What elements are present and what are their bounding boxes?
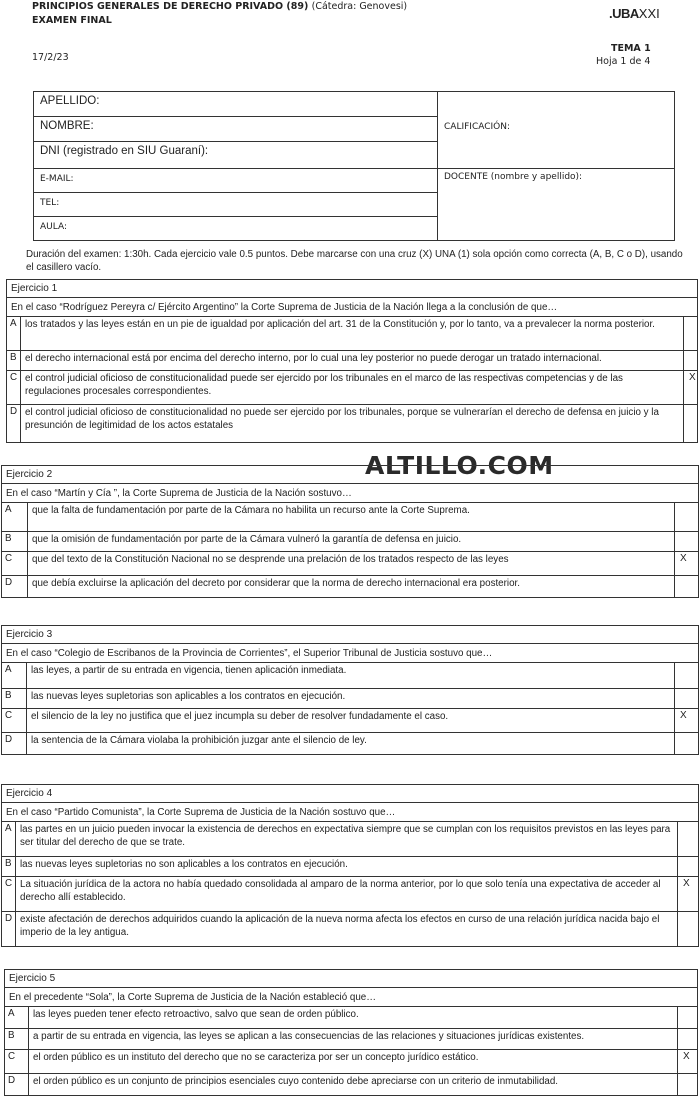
- calificacion-label: CALIFICACIÓN:: [444, 122, 511, 132]
- exercise-question: En el caso “Partido Comunista”, la Corte Suprema de Justicia de la Nación sostuvo que…: [2, 803, 698, 822]
- exercise-question: En el caso “Colegio de Escribanos de la Provincia de Corrientes”, el Superior Tribunal de Justicia sostuvo que…: [2, 644, 698, 663]
- option-text: el silencio de la ley no justifica que el juez incumpla su deber de resolver fundadamente el caso.: [31, 711, 449, 722]
- exercise-question: En el caso “Rodríguez Pereyra c/ Ejército Argentino” la Corte Suprema de Justicia de la Nación llega a la conclusión de que…: [7, 298, 697, 317]
- answer-checkbox[interactable]: [674, 733, 698, 754]
- answer-checkbox[interactable]: X: [674, 552, 698, 575]
- answer-checkbox[interactable]: [677, 912, 698, 946]
- option-text: las partes en un juicio pueden invocar la existencia de derechos en expectativa siempre que se cumplan con los requisitos previstos en las leyes para ser titular del derecho de que se trate.: [20, 824, 671, 848]
- exercise-title: Ejercicio 2: [2, 466, 698, 484]
- catedra: (Cátedra: Genovesi): [311, 1, 408, 12]
- exam-date: 17/2/23: [32, 52, 69, 63]
- docente-field[interactable]: [437, 168, 675, 241]
- calificacion-field[interactable]: [437, 91, 675, 169]
- answer-checkbox[interactable]: [674, 576, 698, 597]
- option-text: los tratados y las leyes están en un pie de igualdad por aplicación del art. 31 de la Constitución y, por lo tanto, va a prevalecer la norma posterior.: [25, 319, 655, 330]
- option-letter: A: [2, 822, 16, 856]
- option-text: el orden público es un instituto del derecho que no se caracteriza por ser un concepto jurídico estático.: [33, 1052, 479, 1063]
- page-count: Hoja 1 de 4: [596, 56, 651, 67]
- answer-checkbox[interactable]: [674, 689, 698, 708]
- exercise-question: En el caso “Martín y Cía ”, la Corte Suprema de Justicia de la Nación sostuvo…: [2, 484, 698, 503]
- exercise-title: Ejercicio 4: [2, 785, 698, 803]
- option-text: existe afectación de derechos adquiridos cuando la aplicación de la nueva norma afecta los efectos en curso de una relación jurídica nacida bajo el imperio de la ley antigua.: [20, 914, 660, 938]
- exercise-1: [6, 279, 698, 443]
- option-row: [2, 822, 698, 857]
- apellido-label: APELLIDO:: [40, 95, 100, 107]
- option-letter: A: [2, 663, 27, 688]
- option-row: [2, 532, 698, 552]
- answer-checkbox[interactable]: [674, 532, 698, 551]
- option-row: [2, 877, 698, 912]
- option-letter: D: [2, 576, 28, 597]
- answer-checkbox[interactable]: [674, 663, 698, 688]
- option-row: [7, 351, 697, 371]
- option-text: que debía excluirse la aplicación del decreto por considerar que la norma de derecho internacional era posterior.: [32, 578, 520, 589]
- option-row: [5, 1050, 697, 1074]
- option-letter: C: [7, 371, 21, 404]
- option-letter: C: [2, 552, 28, 575]
- option-letter: D: [2, 912, 16, 946]
- option-letter: A: [7, 317, 21, 350]
- answer-checkbox[interactable]: X: [677, 1050, 697, 1073]
- instructions: Duración del examen: 1:30h. Cada ejercicio vale 0.5 puntos. Debe marcarse con una cruz (X) UNA (1) sola opción como correcta (A, B, C o D), usando el casillero vacío.: [26, 249, 683, 273]
- option-letter: C: [2, 709, 27, 732]
- option-letter: B: [2, 532, 28, 551]
- option-row: [7, 371, 697, 405]
- exercise-question: En el precedente “Sola”, la Corte Suprema de Justicia de la Nación estableció que…: [5, 988, 697, 1007]
- option-text: la sentencia de la Cámara violaba la prohibición juzgar ante el silencio de ley.: [31, 735, 367, 746]
- answer-checkbox[interactable]: [683, 317, 697, 350]
- exercise-title: Ejercicio 3: [2, 626, 698, 644]
- answer-checkbox[interactable]: [683, 405, 697, 442]
- option-row: [2, 733, 698, 754]
- logo-bold: .UBA: [609, 6, 639, 21]
- answer-checkbox[interactable]: X: [677, 877, 698, 911]
- email-label: E-MAIL:: [40, 174, 74, 184]
- option-letter: B: [5, 1029, 29, 1049]
- answer-checkbox[interactable]: X: [674, 709, 698, 732]
- option-row: [2, 912, 698, 946]
- answer-checkbox[interactable]: [677, 1074, 697, 1095]
- option-row: [5, 1007, 697, 1029]
- course-title: [32, 1, 407, 12]
- option-row: [2, 503, 698, 532]
- exercise-5: [4, 969, 698, 1096]
- exercise-title: Ejercicio 5: [5, 970, 697, 988]
- option-letter: B: [2, 689, 27, 708]
- exam-type: EXAMEN FINAL: [32, 15, 112, 26]
- nombre-label: NOMBRE:: [40, 120, 94, 132]
- tema-label: TEMA 1: [611, 43, 651, 54]
- dni-field[interactable]: [33, 141, 438, 169]
- option-letter: A: [2, 503, 28, 531]
- option-text: las nuevas leyes supletorias son aplicables a los contratos en ejecución.: [31, 691, 346, 702]
- option-text: el orden público es un conjunto de principios esenciales cuyo contenido debe apreciarse con un criterio de inmutabilidad.: [33, 1076, 559, 1087]
- option-row: [5, 1029, 697, 1050]
- docente-label: DOCENTE (nombre y apellido):: [444, 172, 583, 182]
- logo-light: XXI: [638, 6, 660, 21]
- option-row: [7, 405, 697, 442]
- apellido-field[interactable]: [33, 91, 438, 117]
- option-row: [2, 576, 698, 597]
- option-letter: C: [2, 877, 16, 911]
- option-text: La situación jurídica de la actora no había quedado consolidada al amparo de la norma anterior, por lo que solo tenía una expectativa de acceder al derecho allí establecido.: [20, 879, 661, 903]
- uba-xxi-logo: [609, 6, 660, 21]
- dni-label: DNI (registrado en SIU Guaraní):: [40, 145, 209, 157]
- option-text: el derecho internacional está por encima del derecho interno, por lo cual una ley posterior no puede derogar un tratado internacional.: [25, 353, 602, 364]
- exercise-3: [1, 625, 699, 755]
- option-row: [2, 709, 698, 733]
- answer-checkbox[interactable]: [677, 822, 698, 856]
- aula-field[interactable]: [33, 216, 438, 241]
- option-text: las leyes pueden tener efecto retroactivo, salvo que sean de orden público.: [33, 1009, 359, 1020]
- option-text: que la omisión de fundamentación por parte de la Cámara vulneró la garantía de defensa en juicio.: [32, 534, 462, 545]
- option-text: el control judicial oficioso de constitucionalidad no puede ser ejercido por los tribunales, porque se vulnerarían el derecho de defensa en juicio y la presunción de legitimidad de los actos estatales: [25, 407, 659, 431]
- exercise-2: [1, 465, 699, 598]
- option-letter: B: [2, 857, 16, 876]
- option-text: que del texto de la Constitución Nacional no se desprende una prelación de los tratados respecto de las leyes: [32, 554, 509, 565]
- option-text: a partir de su entrada en vigencia, las leyes se aplican a las consecuencias de las relaciones y situaciones jurídicas existentes.: [33, 1031, 585, 1042]
- option-letter: D: [2, 733, 27, 754]
- option-row: [2, 689, 698, 709]
- option-text: las nuevas leyes supletorias no son aplicables a los contratos en ejecución.: [20, 859, 348, 870]
- answer-checkbox[interactable]: X: [683, 371, 697, 404]
- watermark: ALTILLO.COM: [365, 451, 554, 480]
- option-row: [2, 663, 698, 689]
- exercise-4: [1, 784, 699, 947]
- tel-label: TEL:: [40, 198, 60, 208]
- option-letter: A: [5, 1007, 29, 1028]
- option-text: las leyes, a partir de su entrada en vigencia, tienen aplicación inmediata.: [31, 665, 347, 676]
- answer-checkbox[interactable]: [674, 503, 698, 531]
- exercise-title: Ejercicio 1: [7, 280, 697, 298]
- option-row: [2, 552, 698, 576]
- option-row: [5, 1074, 697, 1095]
- option-letter: B: [7, 351, 21, 370]
- answer-checkbox[interactable]: [683, 351, 697, 370]
- option-letter: C: [5, 1050, 29, 1073]
- option-text: que la falta de fundamentación por parte de la Cámara no habilita un recurso ante la Corte Suprema.: [32, 505, 470, 516]
- answer-checkbox[interactable]: [677, 857, 698, 876]
- option-row: [2, 857, 698, 877]
- course-name: PRINCIPIOS GENERALES DE DERECHO PRIVADO (89): [32, 1, 309, 12]
- aula-label: AULA:: [40, 222, 67, 232]
- email-field[interactable]: [33, 168, 438, 193]
- answer-checkbox[interactable]: [677, 1029, 697, 1049]
- option-letter: D: [7, 405, 21, 442]
- tel-field[interactable]: [33, 192, 438, 217]
- option-letter: D: [5, 1074, 29, 1095]
- option-text: el control judicial oficioso de constitucionalidad puede ser ejercido por los tribunales en el marco de las respectivas competencias y de las regulaciones procesales correspondientes.: [25, 373, 623, 397]
- answer-checkbox[interactable]: [677, 1007, 697, 1028]
- nombre-field[interactable]: [33, 116, 438, 142]
- option-row: [7, 317, 697, 351]
